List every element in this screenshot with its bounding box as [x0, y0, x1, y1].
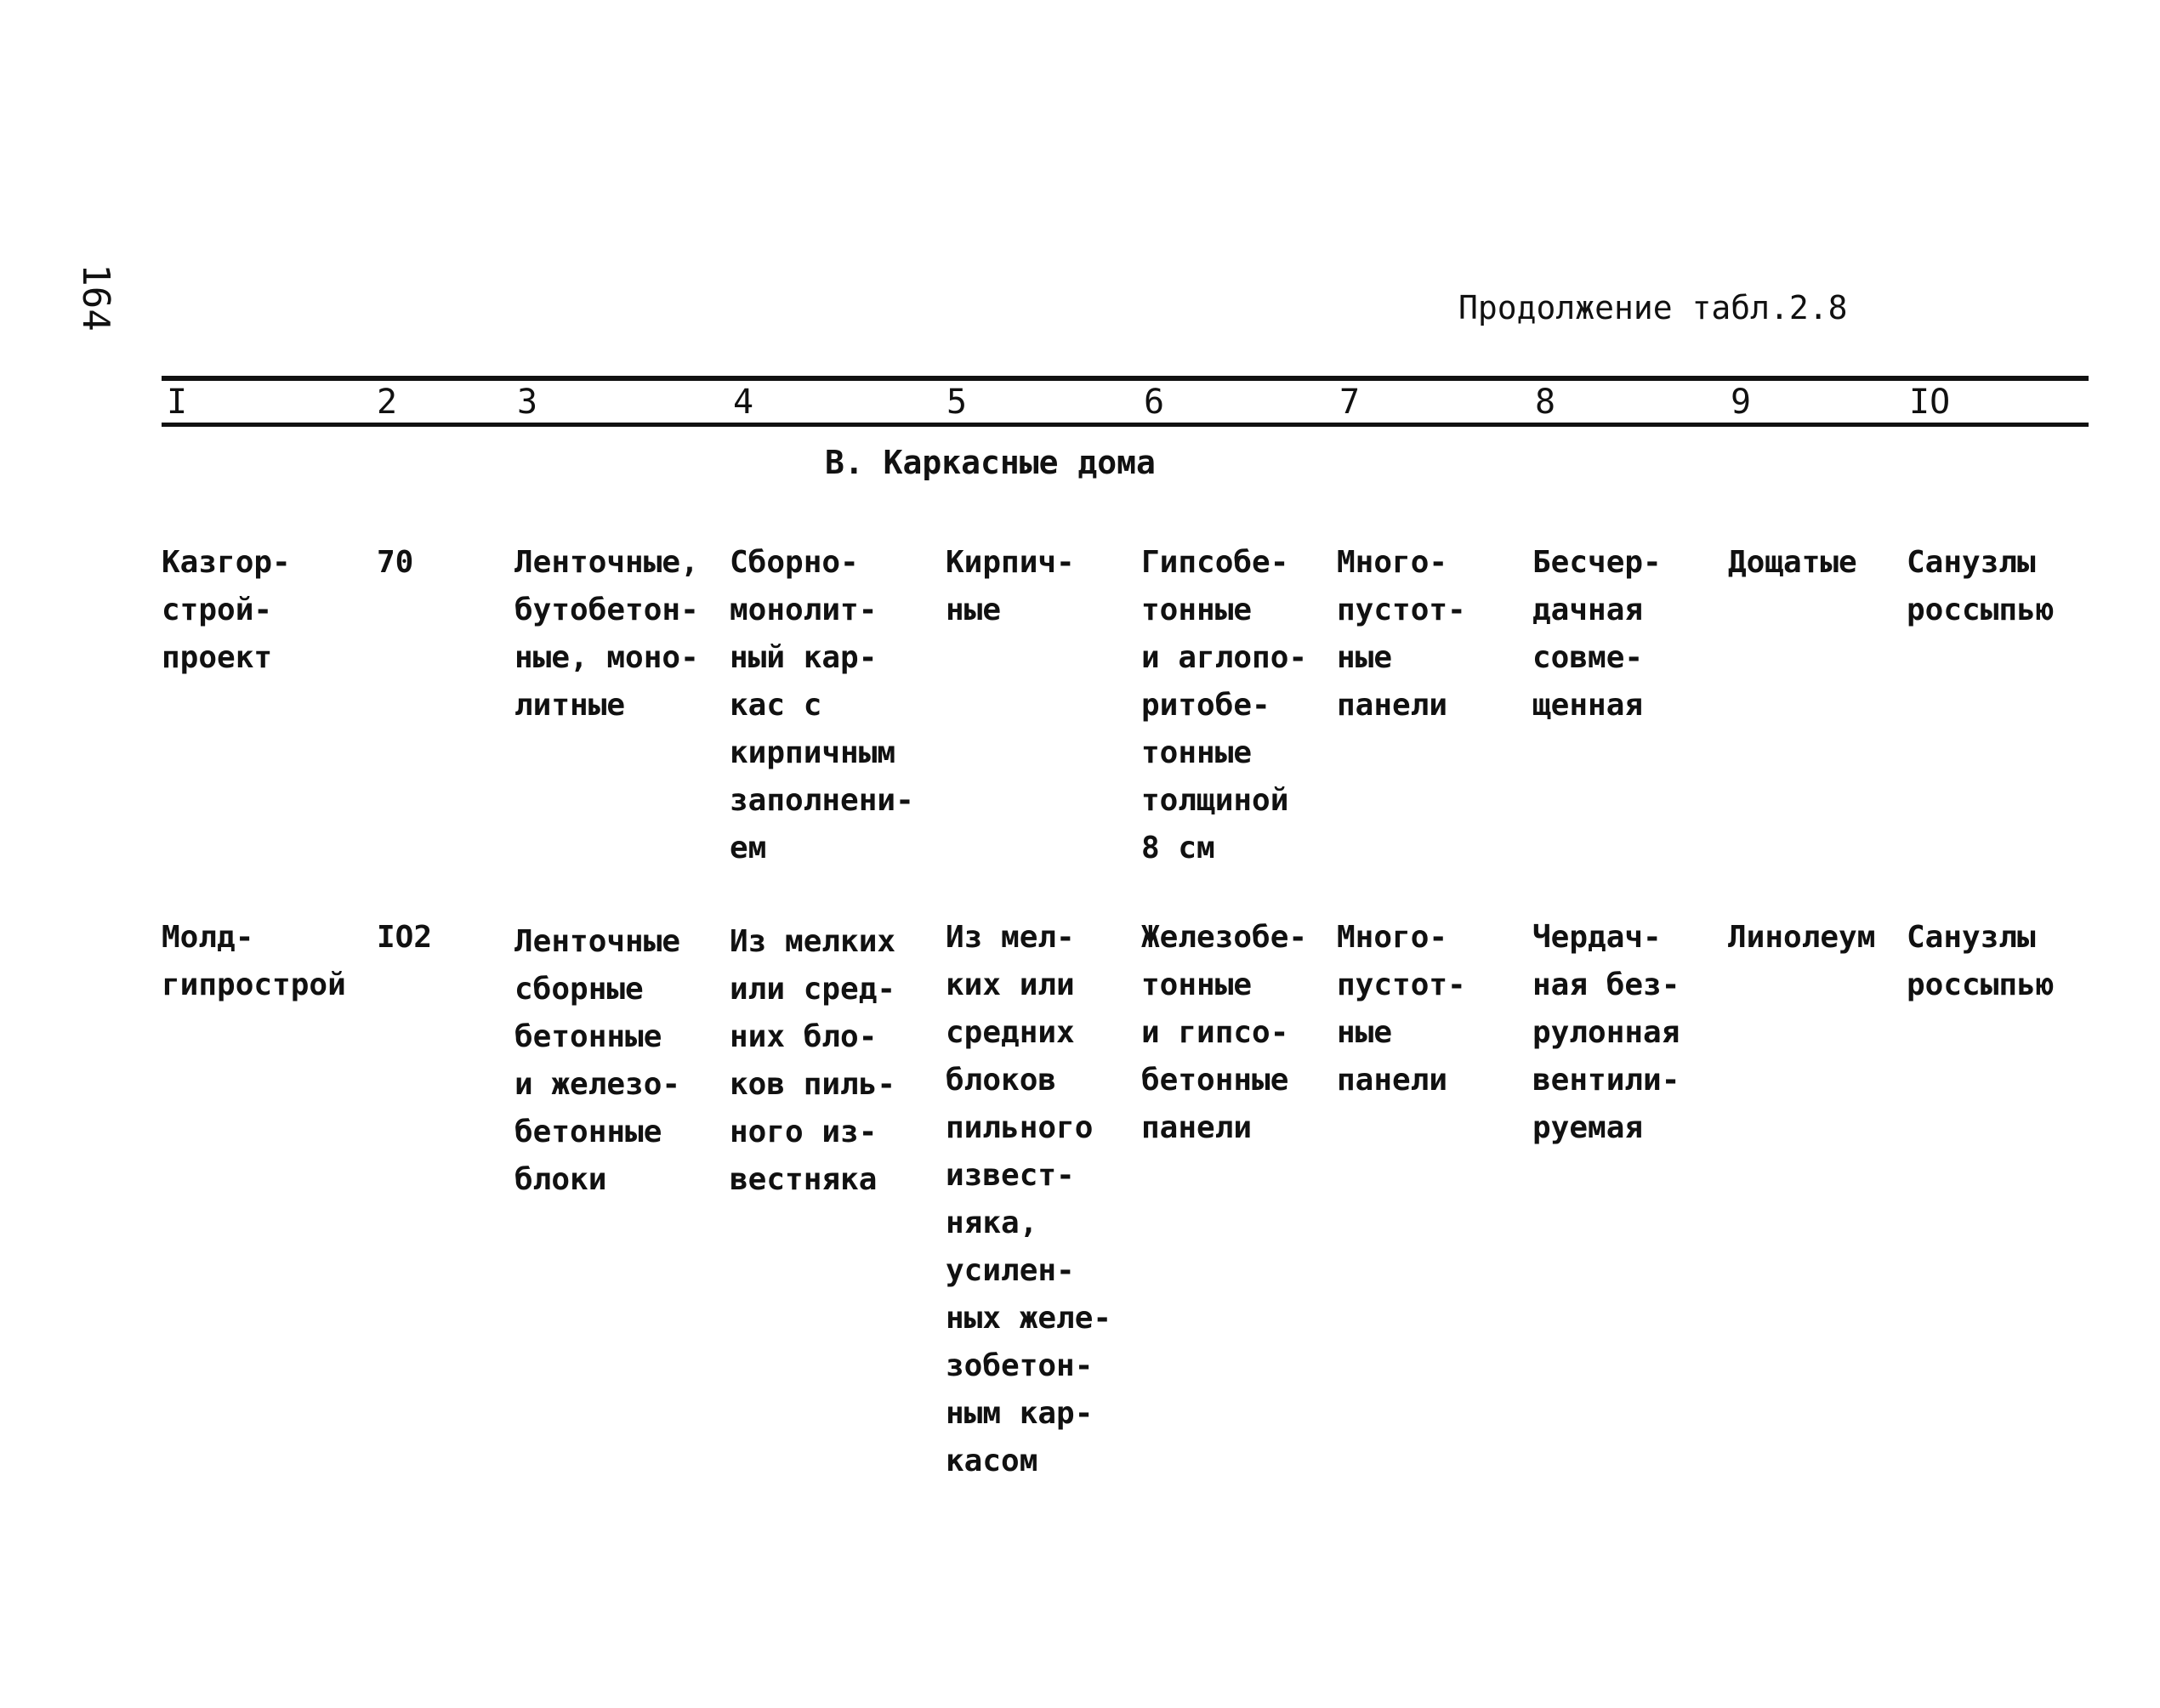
- table-cell: Линолеум: [1728, 920, 1876, 955]
- table-top-rule: [162, 376, 2089, 381]
- table-cell: Дощатые: [1728, 545, 1857, 580]
- table-cell: IO2: [377, 920, 433, 955]
- table-cell: Много- пустот- ные панели: [1337, 920, 1466, 1098]
- column-number: I: [167, 383, 188, 422]
- table-header-rule: [162, 423, 2089, 427]
- table-cell: Из мел- ких или средних блоков пильного извест- няка, усилен- ных желе- зобетон- ным кар- касом: [946, 920, 1112, 1478]
- table-cell: Много- пустот- ные панели: [1337, 545, 1466, 723]
- column-number: 6: [1144, 383, 1165, 422]
- table-cell: Чердач- ная без- рулонная вентили- руемая: [1532, 920, 1680, 1145]
- table-cell: Бесчер- дачная совме- щенная: [1532, 545, 1662, 723]
- column-number: 4: [733, 383, 754, 422]
- table-cell: 70: [377, 545, 414, 580]
- column-number: 8: [1535, 383, 1556, 422]
- column-number: 9: [1731, 383, 1752, 422]
- column-number: 5: [946, 383, 968, 422]
- column-number: 7: [1339, 383, 1361, 422]
- table-cell: Железобе- тонные и гипсо- бетонные панели: [1141, 920, 1308, 1145]
- column-number: IO: [1909, 383, 1951, 422]
- page-number: 164: [74, 264, 117, 332]
- table-caption: Продолжение табл.2.8: [1458, 289, 1848, 326]
- table-cell: Ленточные сборные бетонные и железо- бетонные блоки: [514, 924, 681, 1197]
- table-cell: Молд- гипрострой: [162, 920, 346, 1002]
- table-cell: Ленточные, бутобетон- ные, моно- литные: [514, 545, 699, 723]
- table-cell: Гипсобе- тонные и аглопо- ритобе- тонные толщиной 8 см: [1141, 545, 1308, 865]
- table-cell: Кирпич- ные: [946, 545, 1075, 627]
- section-title: В. Каркасные дома: [825, 444, 1156, 481]
- table-cell: Санузлы россыпью: [1907, 920, 2055, 1002]
- table-cell: Сборно- монолит- ный кар- кас с кирпичным заполнени- ем: [730, 545, 914, 865]
- table-cell: Из мелких или сред- них бло- ков пиль- ного из- вестняка: [730, 924, 896, 1197]
- column-number: 3: [517, 383, 538, 422]
- table-cell: Казгор- строй- проект: [162, 545, 291, 675]
- column-number: 2: [377, 383, 398, 422]
- table-cell: Санузлы россыпью: [1907, 545, 2055, 627]
